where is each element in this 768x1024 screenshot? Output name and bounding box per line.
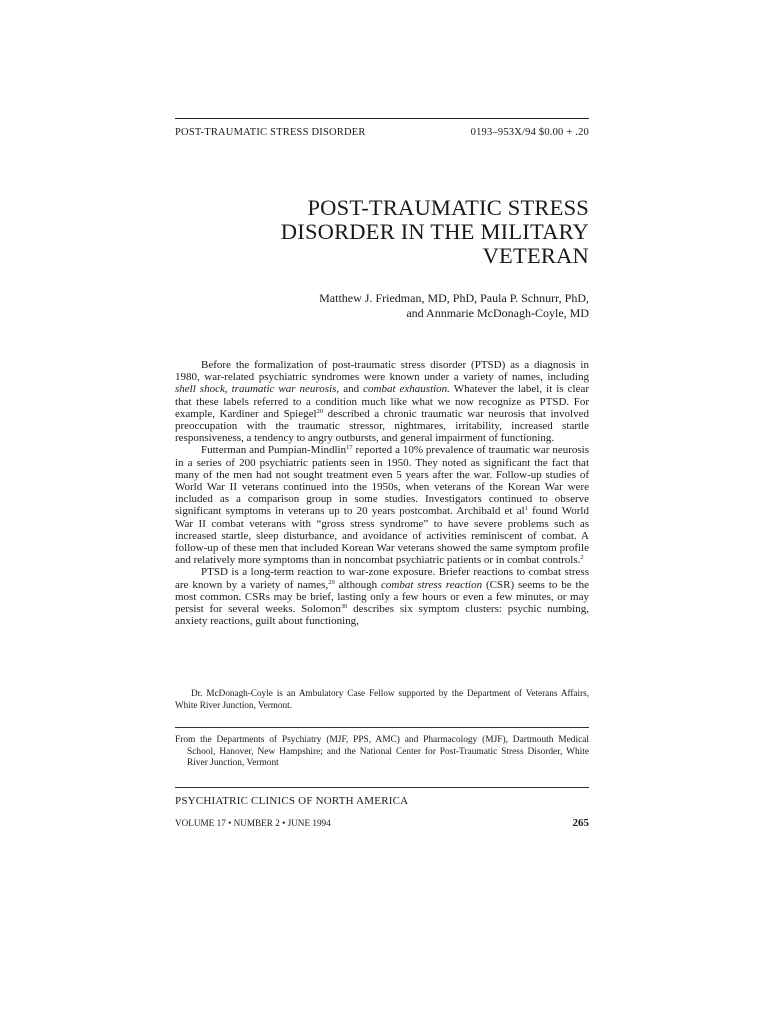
author-list: [175, 291, 589, 321]
citation-ref: 1: [524, 505, 528, 513]
issue-info: VOLUME 17 • NUMBER 2 • JUNE 1994: [175, 818, 331, 828]
citation-ref: 29: [328, 578, 335, 586]
citation-ref: 20: [316, 407, 324, 415]
affiliation-note: From the Departments of Psychiatry (MJF, PPS, AMC) and Pharmacology (MJF), Dartmouth Medical School, Hanover, New Hampshire; and the National Center for Post-Traumatic Stress Disorder, White River Junction, Vermont: [175, 735, 589, 769]
body-paragraph: Before the formalization of post-traumatic stress disorder (PTSD) as a diagnosis in 1980, war-related psychiatric syndromes were known under a variety of names, including shell shock, traumatic war neurosis, and combat exhaustion. Whatever the label, it is clear that these labels referred to a condition much like what we now recognize as PTSD. For example, Kardiner and Spiegel$^{20}$ described a chronic traumatic war neurosis that involved preoccupation with the traumatic stressor, nightmares, irritability, increased startle responsiveness, a tendency to angry outbursts, and general impairment of functioning.: [175, 359, 589, 445]
author-line: Matthew J. Friedman, MD, PhD, Paula P. Schnurr, PhD,: [319, 291, 589, 305]
citation-ref: 17: [346, 444, 353, 452]
author-line: and Annmarie McDonagh-Coyle, MD: [406, 306, 589, 320]
article-title-line: VETERAN: [482, 243, 589, 268]
citation-ref: 2: [580, 554, 584, 562]
header-rule: [175, 118, 589, 119]
citation-ref: 30: [340, 603, 348, 611]
running-head-title: POST-TRAUMATIC STRESS DISORDER: [175, 127, 366, 138]
article-title-line: DISORDER IN THE MILITARY: [280, 219, 589, 244]
body-paragraph: PTSD is a long-term reaction to war-zone exposure. Briefer reactions to combat stress are known by a variety of names,$^{29}$ although combat stress reaction (CSR) seems to be the most common. CSRs may be brief, lasting only a few hours or even a few minutes, or may persist for several weeks. Solomon$^{30}$ describes six symptom clusters: psychic numbing, anxiety reactions, guilt about functioning,: [175, 566, 589, 628]
page-number: 265: [572, 817, 589, 829]
author-footnote: Dr. McDonagh-Coyle is an Ambulatory Case Fellow supported by the Department of Veterans Affairs, White River Junction, Vermont.: [175, 688, 589, 710]
journal-name: PSYCHIATRIC CLINICS OF NORTH AMERICA: [175, 795, 409, 807]
journal-rule: [175, 787, 589, 788]
article-title-line: POST-TRAUMATIC STRESS: [307, 195, 589, 220]
article-title: [229, 196, 589, 268]
journal-page: [175, 0, 589, 1024]
running-head-price-code: 0193–953X/94 $0.00 + .20: [470, 127, 589, 138]
footnote-rule: [175, 727, 589, 728]
body-paragraph: Futterman and Pumpian-Mindlin$^{17}$ reported a 10% prevalence of traumatic war neurosis in a series of 200 psychiatric patients seen in 1950. They noted as significant the fact that many of the men had not sought treatment even 5 years after the war. Follow-up studies of World War II veterans continued into the 1950s, when veterans of the Korean War were included as a comparison group in some studies. Investigators continued to observe significant symptoms in veterans up to 20 years postcombat. Archibald et $al^1$ found World War II combat veterans with “gross stress syndrome” to have severe problems such as increased startle, sleep disturbance, and avoidance of activities reminiscent of combat. A follow-up of these men that included Korean War veterans showed the same symptom profile and relatively more symptoms than in noncombat psychiatric patients or in combat controls.$^2$: [175, 444, 589, 567]
article-body: [175, 359, 589, 627]
